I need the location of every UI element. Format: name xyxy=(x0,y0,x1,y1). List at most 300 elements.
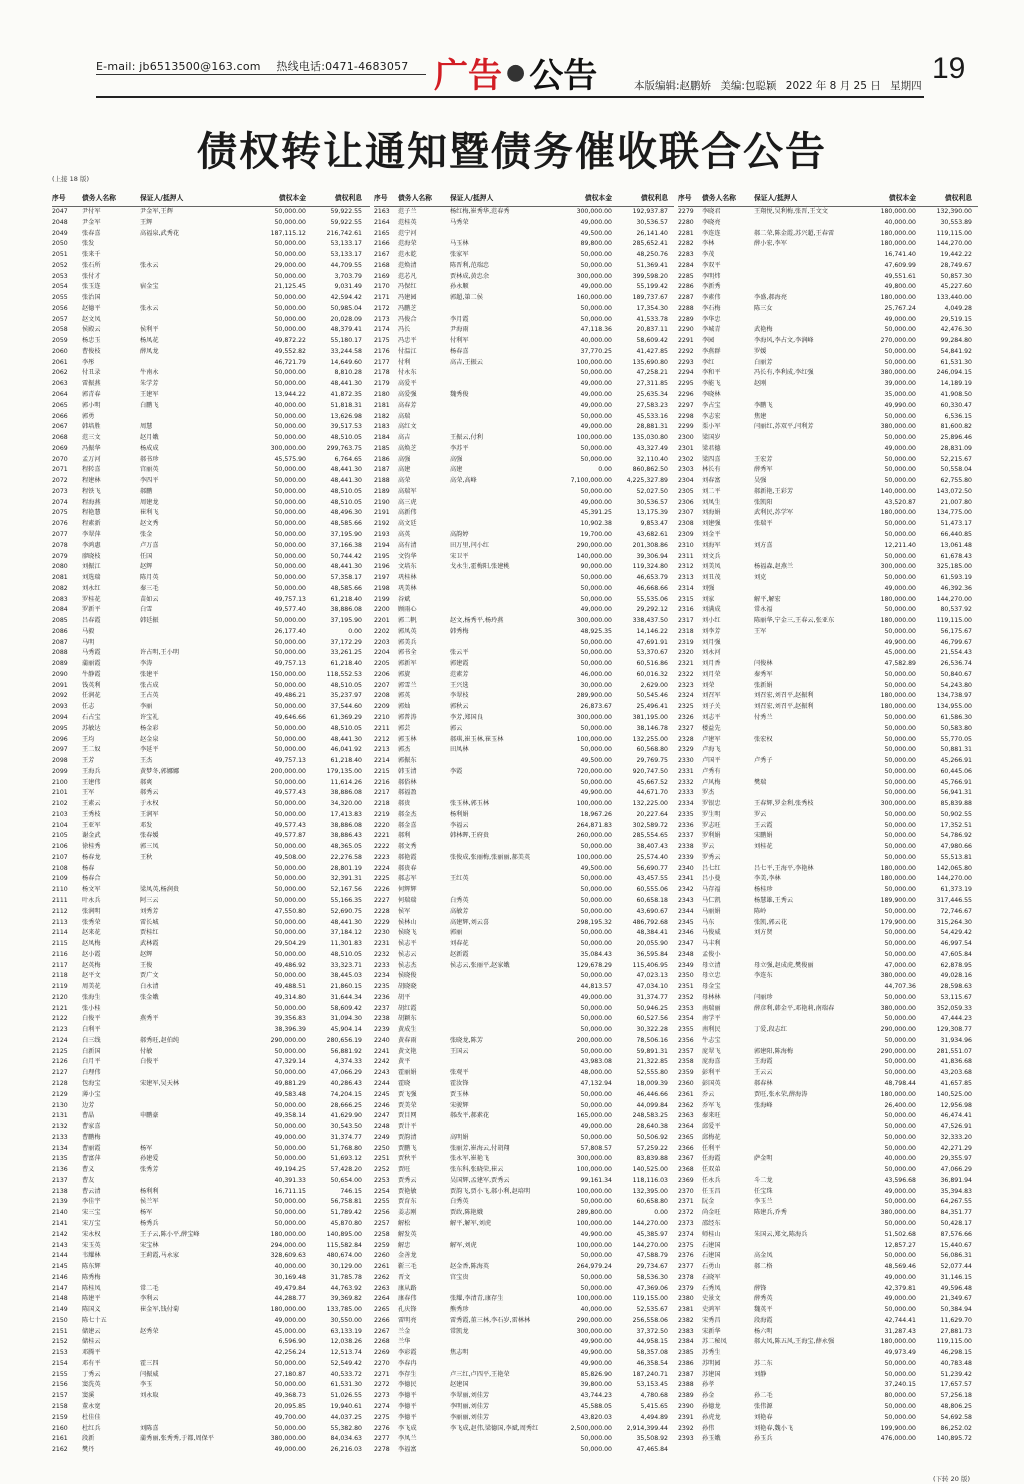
guarantor-names: 解平,解军,刘虎 xyxy=(450,1219,492,1227)
guarantor-names: 郭三凤 xyxy=(140,843,159,851)
row-no: 2151 xyxy=(52,1327,68,1335)
row-no: 2321 xyxy=(678,660,694,668)
interest-amount: 51,473.17 xyxy=(940,520,972,528)
row-no: 2333 xyxy=(678,789,694,797)
interest-amount: 746.15 xyxy=(340,1187,362,1195)
debtor-name: 王均 xyxy=(82,735,95,743)
debtor-name: 石晓军 xyxy=(702,1273,721,1281)
interest-amount: 61,593.19 xyxy=(940,574,972,582)
table-row xyxy=(678,961,978,972)
table-header xyxy=(374,190,674,207)
principal-amount: 50,000.00 xyxy=(884,530,916,538)
principal-amount: 200,000.00 xyxy=(270,767,306,775)
table-row xyxy=(678,1424,978,1435)
interest-amount: 2,914,399.44 xyxy=(626,1424,668,1432)
interest-amount: 60,658.80 xyxy=(636,1198,668,1206)
table-row xyxy=(678,508,978,519)
principal-amount: 180,000.00 xyxy=(880,1090,916,1098)
row-no: 2142 xyxy=(52,1230,68,1238)
principal-amount: 45,391.25 xyxy=(580,509,612,517)
interest-amount: 48,585.66 xyxy=(330,584,362,592)
table-row xyxy=(374,1337,674,1348)
interest-amount: 143,072.50 xyxy=(936,487,972,495)
guarantor-names xyxy=(754,788,858,799)
guarantor-names xyxy=(140,1090,250,1101)
row-no: 2236 xyxy=(374,993,390,1001)
principal-amount: 50,000.00 xyxy=(580,940,612,948)
guarantor-names: 王兴选 xyxy=(450,681,469,689)
row-no: 2336 xyxy=(678,821,694,829)
principal-amount: 50,000.00 xyxy=(580,972,612,980)
table-row xyxy=(678,1294,978,1305)
table-row xyxy=(374,896,674,907)
debtor-name: 刘家 xyxy=(702,595,715,603)
guarantor-names: 杨军 xyxy=(140,1144,153,1152)
principal-amount: 40,000.00 xyxy=(580,337,612,345)
table-row xyxy=(52,745,370,756)
guarantor-names: 焦建 xyxy=(754,412,767,420)
principal-amount: 50,000.00 xyxy=(580,369,612,377)
table-row xyxy=(374,422,674,433)
debtor-name: 杨文军 xyxy=(82,886,101,894)
guarantor-names: 段海霞 xyxy=(754,1316,773,1324)
principal-amount: 49,900.00 xyxy=(580,789,612,797)
principal-amount: 100,000.00 xyxy=(576,853,612,861)
interest-amount: 40,533.72 xyxy=(330,1370,362,1378)
table-row xyxy=(374,605,674,616)
principal-amount: 50,000.00 xyxy=(884,907,916,915)
principal-amount: 50,000.00 xyxy=(274,477,306,485)
guarantor-names: 刘克 xyxy=(754,574,767,582)
principal-amount: 18,967.26 xyxy=(580,810,612,818)
interest-amount: 26,536.74 xyxy=(940,660,972,668)
interest-amount: 55,180.17 xyxy=(330,337,362,345)
interest-amount: 83,839.88 xyxy=(636,1155,668,1163)
debtor-name: 付利 xyxy=(398,358,411,366)
table-row xyxy=(52,519,370,530)
table-row xyxy=(678,336,978,347)
interest-amount: 32,333.20 xyxy=(940,1133,972,1141)
row-no: 2242 xyxy=(374,1058,390,1066)
table-row xyxy=(374,616,674,627)
interest-amount: 6,536.15 xyxy=(944,412,972,420)
guarantor-names: 马玉林 xyxy=(450,240,469,248)
guarantor-names: 刘秀芳 xyxy=(140,907,159,915)
principal-amount: 50,000.00 xyxy=(274,369,306,377)
debtor-name: 侯晓飞 xyxy=(398,929,417,937)
row-no: 2060 xyxy=(52,347,68,355)
table-row xyxy=(374,595,674,606)
principal-amount: 50,000.00 xyxy=(274,703,306,711)
table-row xyxy=(374,487,674,498)
guarantor-names: 张新娟 xyxy=(754,681,773,689)
interest-amount: 41,533.78 xyxy=(636,315,668,323)
interest-amount: 25,496.41 xyxy=(636,703,668,711)
principal-amount: 50,000.00 xyxy=(884,1306,916,1314)
row-no: 2227 xyxy=(374,897,390,904)
table-row xyxy=(374,1294,674,1305)
guarantor-names xyxy=(450,1284,554,1295)
row-no: 2205 xyxy=(374,660,390,668)
principal-amount: 50,000.00 xyxy=(274,251,306,259)
row-no: 2364 xyxy=(678,1123,694,1131)
debtor-name: 高文廷 xyxy=(398,520,417,528)
guarantor-names xyxy=(450,304,554,315)
row-no: 2320 xyxy=(678,649,694,657)
principal-amount: 49,000.00 xyxy=(884,444,916,452)
debtor-name: 李城青 xyxy=(702,326,721,334)
debtor-name: 宋新华 xyxy=(702,1327,721,1335)
table-row xyxy=(52,982,370,993)
guarantor-names xyxy=(140,1176,250,1187)
debtor-name: 石勇山 xyxy=(702,1263,721,1271)
principal-amount: 50,000.00 xyxy=(884,713,916,721)
row-no: 2140 xyxy=(52,1209,68,1217)
interest-amount: 20,055.90 xyxy=(636,940,668,948)
row-no: 2057 xyxy=(52,315,68,323)
principal-amount: 50,000.00 xyxy=(884,1198,916,1206)
interest-amount: 42,271.29 xyxy=(940,1144,972,1152)
principal-amount: 29,504.29 xyxy=(274,940,306,948)
guarantor-names: 宋建军,吴天林 xyxy=(140,1080,180,1088)
row-no: 2115 xyxy=(52,940,68,948)
guarantor-names: 武艳梅 xyxy=(754,326,773,334)
debtor-name: 曹俊枝 xyxy=(82,347,101,355)
table-row xyxy=(678,1284,978,1295)
debtor-name: 郝金杰 xyxy=(398,810,417,818)
table-row xyxy=(52,756,370,767)
principal-amount: 50,000.00 xyxy=(580,875,612,883)
principal-amount: 45,575.90 xyxy=(274,455,306,463)
debtor-name: 秦来旺 xyxy=(702,1112,721,1120)
principal-amount: 30,169.48 xyxy=(274,1273,306,1281)
interest-amount: 34,320.00 xyxy=(330,800,362,808)
table-row xyxy=(374,1445,674,1456)
row-no: 2163 xyxy=(374,208,390,215)
interest-amount: 140,525.00 xyxy=(936,1090,972,1098)
row-no: 2072 xyxy=(52,477,68,485)
principal-amount: 180,000.00 xyxy=(880,1338,916,1346)
debtor-name: 刘金平 xyxy=(702,530,721,538)
row-no: 2203 xyxy=(374,638,390,646)
debtor-name: 马秀霞 xyxy=(82,649,101,657)
guarantor-names: 卢秀子 xyxy=(754,757,773,765)
interest-amount: 41,427.85 xyxy=(636,347,668,355)
table-row xyxy=(374,648,674,659)
row-no: 2113 xyxy=(52,918,68,926)
guarantor-names: 杨春喜 xyxy=(450,347,469,355)
interest-amount: 56,941.31 xyxy=(940,789,972,797)
row-no: 2345 xyxy=(678,918,694,926)
row-no: 2123 xyxy=(52,1026,68,1034)
table-row xyxy=(374,756,674,767)
row-no: 2308 xyxy=(678,520,694,528)
principal-amount: 50,000.00 xyxy=(274,1424,306,1432)
guarantor-names: 王俊 xyxy=(140,961,153,969)
debtor-name: 庞海喜 xyxy=(702,1058,721,1066)
principal-amount: 50,000.00 xyxy=(274,509,306,517)
principal-amount: 43,520.87 xyxy=(884,498,916,506)
table-row xyxy=(374,831,674,842)
guarantor-names: 杨秀兵 xyxy=(140,1219,159,1227)
principal-amount: 100,000.00 xyxy=(576,1219,612,1227)
interest-amount: 9,031.49 xyxy=(334,283,362,291)
row-no: 2313 xyxy=(678,574,694,582)
guarantor-names xyxy=(140,239,250,250)
debtor-name: 郭芸 xyxy=(398,724,411,732)
interest-amount: 47,066.29 xyxy=(330,1069,362,1077)
guarantor-names: 张凯阳 xyxy=(754,498,773,506)
row-no: 2228 xyxy=(374,907,390,915)
table-row xyxy=(678,325,978,336)
principal-amount: 44,707.36 xyxy=(884,983,916,991)
interest-amount: 119,155.00 xyxy=(632,1295,668,1303)
row-no: 2167 xyxy=(374,251,390,259)
table-row xyxy=(52,691,370,702)
debtor-name: 邓有平 xyxy=(82,1359,101,1367)
principal-amount: 49,000.00 xyxy=(274,1133,306,1141)
interest-amount: 59,922.55 xyxy=(330,218,362,226)
interest-amount: 920,747.50 xyxy=(632,767,668,775)
guarantor-names: 丁爱,段志红 xyxy=(754,1026,787,1034)
guarantor-names: 赵刚 xyxy=(754,380,767,388)
guarantor-names xyxy=(140,1133,250,1144)
principal-amount: 50,000.00 xyxy=(580,584,612,592)
table-row xyxy=(678,455,978,466)
table-row xyxy=(374,1025,674,1036)
interest-amount: 53,133.17 xyxy=(330,240,362,248)
interest-amount: 43,327.49 xyxy=(636,444,668,452)
row-no: 2234 xyxy=(374,972,390,980)
guarantor-names: 刘静 xyxy=(754,1370,767,1378)
table-row xyxy=(678,304,978,315)
table-row xyxy=(374,1434,674,1445)
table-row xyxy=(52,1154,370,1165)
principal-amount: 43,983.08 xyxy=(580,1058,612,1066)
interest-amount: 50,384.94 xyxy=(940,1306,972,1314)
guarantor-names: 苗如云 xyxy=(140,595,159,603)
table-row xyxy=(374,1391,674,1402)
table-row xyxy=(52,1197,370,1208)
guarantor-names: 李利云 xyxy=(140,1295,159,1303)
row-no: 2245 xyxy=(374,1090,390,1098)
row-no: 2082 xyxy=(52,584,68,592)
debtor-name: 冯忠平 xyxy=(398,337,417,345)
interest-amount: 30,536.57 xyxy=(636,498,668,506)
row-no: 2264 xyxy=(374,1295,390,1303)
table-row xyxy=(678,842,978,853)
debtor-name: 程转喜 xyxy=(82,466,101,474)
interest-amount: 285,652.41 xyxy=(632,240,668,248)
debtor-name: 张海生 xyxy=(82,993,101,1001)
table-row xyxy=(374,659,674,670)
principal-amount: 289,900.00 xyxy=(576,692,612,700)
interest-amount: 80,537.92 xyxy=(940,606,972,614)
table-row xyxy=(374,379,674,390)
table-row xyxy=(52,455,370,466)
row-no: 2220 xyxy=(374,821,390,829)
principal-amount: 49,488.51 xyxy=(274,983,306,991)
principal-amount: 29,000.00 xyxy=(274,261,306,269)
guarantor-names: 常永福 xyxy=(754,606,773,614)
table-row xyxy=(678,885,978,896)
row-no: 2114 xyxy=(52,929,68,937)
table-row xyxy=(678,1144,978,1155)
interest-amount: 11,301.83 xyxy=(330,940,362,948)
row-no: 2064 xyxy=(52,391,68,399)
interest-amount: 50,985.04 xyxy=(330,304,362,312)
table-row xyxy=(678,1316,978,1327)
table-row xyxy=(678,864,978,875)
table-row xyxy=(52,1111,370,1122)
row-no: 2366 xyxy=(678,1144,694,1152)
table-row xyxy=(678,422,978,433)
guarantor-names: 张晓龙,陈芳 xyxy=(450,1036,483,1044)
table-row xyxy=(678,1025,978,1036)
table-row xyxy=(374,1230,674,1241)
row-no: 2378 xyxy=(678,1273,694,1281)
table-row xyxy=(374,347,674,358)
principal-amount: 49,486.92 xyxy=(274,961,306,969)
interest-amount: 55,382.80 xyxy=(330,1424,362,1432)
table-row xyxy=(374,918,674,929)
table-row xyxy=(374,584,674,595)
guarantor-names: 周建龙 xyxy=(140,498,159,506)
guarantor-names xyxy=(754,1241,858,1252)
guarantor-names xyxy=(140,864,250,875)
row-no: 2300 xyxy=(678,434,694,442)
table-row xyxy=(678,1273,978,1284)
table-row xyxy=(52,487,370,498)
debtor-name: 刘李芳 xyxy=(702,627,721,635)
row-no: 2080 xyxy=(52,563,68,571)
debtor-name: 高荣 xyxy=(398,477,411,485)
debtor-name: 赵凤梅 xyxy=(82,940,101,948)
guarantor-names: 崔金军,钱付菊 xyxy=(140,1306,180,1314)
row-no: 2356 xyxy=(678,1036,694,1044)
principal-amount: 50,000.00 xyxy=(274,304,306,312)
principal-amount: 49,700.00 xyxy=(274,1413,306,1421)
table-row xyxy=(678,713,978,724)
guarantor-names: 武利民,苏学军 xyxy=(754,509,794,517)
debtor-name: 母立清 xyxy=(702,961,721,969)
guarantor-names: 宿金宝 xyxy=(140,283,159,291)
interest-amount: 56,086.31 xyxy=(940,1252,972,1260)
principal-amount: 26,177.40 xyxy=(274,627,306,635)
guarantor-names xyxy=(140,627,250,638)
guarantor-names xyxy=(754,1380,858,1391)
guarantor-names xyxy=(754,853,858,864)
principal-amount: 300,000.00 xyxy=(576,208,612,215)
debtor-name: 窦洗英 xyxy=(82,1381,101,1389)
row-no: 2382 xyxy=(678,1316,694,1324)
principal-amount: 270,000.00 xyxy=(880,337,916,345)
principal-amount: 49,900.00 xyxy=(580,1359,612,1367)
principal-amount: 50,000.00 xyxy=(884,940,916,948)
interest-amount: 48,510.05 xyxy=(330,950,362,958)
table-row xyxy=(678,1251,978,1262)
principal-amount: 42,379.81 xyxy=(884,1284,916,1292)
table-row xyxy=(52,885,370,896)
debtor-name: 霍晓 xyxy=(398,1080,411,1088)
debtor-name: 刘召军 xyxy=(702,692,721,700)
table-row xyxy=(678,874,978,885)
guarantor-names xyxy=(450,756,554,767)
table-row xyxy=(678,595,978,606)
table-row xyxy=(374,508,674,519)
principal-amount: 165,000.00 xyxy=(576,1112,612,1120)
debtor-name: 师桂山 xyxy=(702,1230,721,1238)
principal-amount: 50,000.00 xyxy=(274,897,306,904)
row-no: 2233 xyxy=(374,961,390,969)
guarantor-names: 高荣,高峰 xyxy=(450,477,477,485)
table-row xyxy=(374,1187,674,1198)
debtor-name: 范焕清 xyxy=(398,261,417,269)
interest-amount: 60,555.06 xyxy=(636,886,668,894)
principal-amount: 49,900.00 xyxy=(580,1230,612,1238)
debtor-name: 罗志旺 xyxy=(702,821,721,829)
debtor-name: 董永宽 xyxy=(82,1402,101,1410)
debtor-name: 程艳慧 xyxy=(82,509,101,517)
debtor-name: 郝俗林 xyxy=(398,778,417,786)
row-no: 2353 xyxy=(678,1004,694,1012)
table-row xyxy=(678,627,978,638)
row-no: 2354 xyxy=(678,1015,694,1023)
principal-amount: 49,577.40 xyxy=(274,606,306,614)
table-row xyxy=(374,358,674,369)
principal-amount: 476,000.00 xyxy=(880,1435,916,1443)
debtor-name: 彭国英 xyxy=(702,1080,721,1088)
row-no: 2327 xyxy=(678,724,694,732)
debtor-name: 郝艳霞 xyxy=(398,853,417,861)
row-no: 2051 xyxy=(52,251,68,259)
debtor-name: 卢风梅 xyxy=(702,778,721,786)
principal-amount: 50,000.00 xyxy=(274,778,306,786)
interest-amount: 50,857.30 xyxy=(940,272,972,280)
row-no: 2359 xyxy=(678,1069,694,1077)
row-no: 2377 xyxy=(678,1263,694,1271)
debtor-name: 储桂云 xyxy=(82,1338,101,1346)
table-row xyxy=(52,444,370,455)
debtor-name: 解发英 xyxy=(398,1230,417,1238)
row-no: 2218 xyxy=(374,800,390,808)
table-row xyxy=(678,315,978,326)
principal-amount: 50,000.00 xyxy=(884,347,916,355)
row-no: 2159 xyxy=(52,1413,68,1421)
interest-amount: 55,513.81 xyxy=(940,853,972,861)
table-row xyxy=(374,282,674,293)
principal-amount: 50,000.00 xyxy=(274,1101,306,1109)
interest-amount: 30,322.28 xyxy=(636,1026,668,1034)
guarantor-names xyxy=(450,229,554,240)
debtor-name: 刘满成 xyxy=(702,606,721,614)
row-no: 2326 xyxy=(678,713,694,721)
guarantor-names: 薛小宏,李军 xyxy=(754,240,787,248)
guarantor-names xyxy=(450,1004,554,1015)
principal-amount: 49,000.00 xyxy=(884,315,916,323)
table-row xyxy=(678,293,978,304)
interest-amount: 54,786.92 xyxy=(940,832,972,840)
debtor-name: 孙孝 xyxy=(702,1381,715,1389)
row-no: 2261 xyxy=(374,1263,390,1271)
row-no: 2230 xyxy=(374,929,390,937)
interest-amount: 26,216.03 xyxy=(330,1446,362,1454)
principal-amount: 50,000.00 xyxy=(884,1069,916,1077)
debtor-name: 贾秋平 xyxy=(398,1155,417,1163)
principal-amount: 49,000.00 xyxy=(274,1316,306,1324)
principal-amount: 50,000.00 xyxy=(274,530,306,538)
principal-amount: 10,902.38 xyxy=(580,520,612,528)
